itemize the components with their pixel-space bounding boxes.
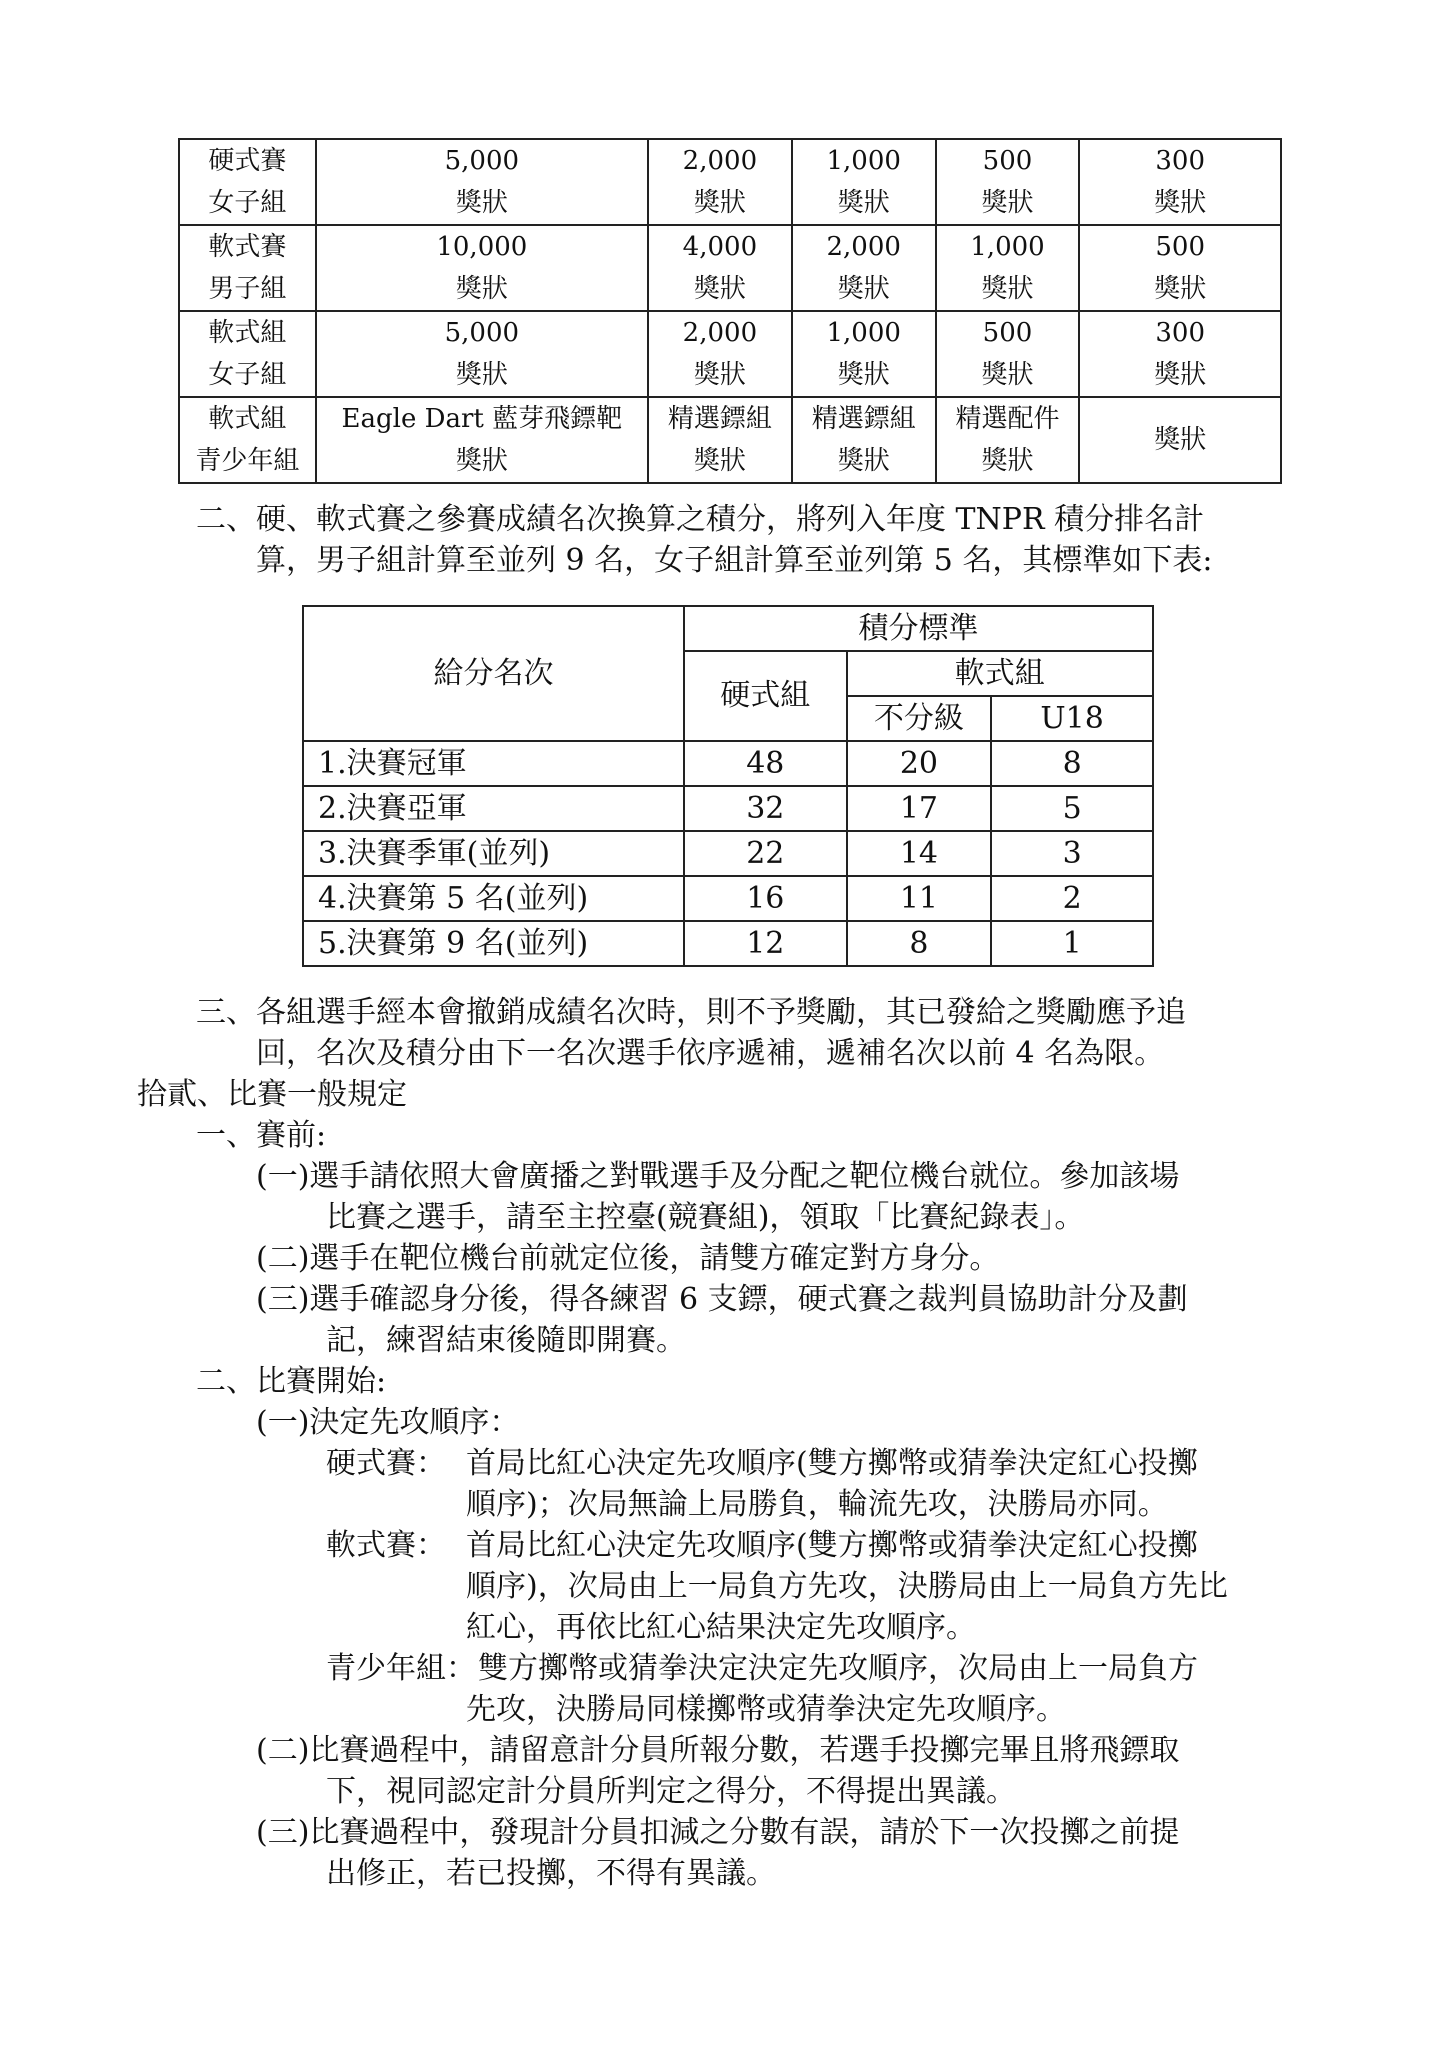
prize-cell [792,225,936,311]
points-row [303,741,1153,786]
prize-cell [1079,311,1281,397]
prize-cell-text: 獎狀 [837,274,890,304]
prize-group-cell [179,311,316,397]
prize-row [179,139,1281,225]
prize-cell-text: 精選配件 [955,404,1060,434]
points-u18-cell: 8 [991,741,1153,786]
points-u18-cell: 5 [991,786,1153,831]
prize-cell [936,225,1080,311]
prize-cell-text: 500 [982,318,1033,348]
points-table [302,605,1154,967]
prize-cell [648,225,792,311]
pre-match-item3-line2: 記，練習結束後隨即開賽。 [326,1323,686,1358]
prize-cell-text: 獎狀 [981,360,1034,390]
points-hard-cell: 48 [684,741,847,786]
prize-cell-text: 10,000 [436,232,528,262]
section2-line1: 二、硬、軟式賽之參賽成績名次換算之積分，將列入年度 TNPR 積分排名計 [196,502,1205,537]
points-row [303,831,1153,876]
section2-line2: 算，男子組計算至並列 9 名，女子組計算至並列第 5 名，其標準如下表: [256,543,1213,578]
prize-cell-text: 5,000 [444,146,520,176]
header-soft-open: 不分級 [847,696,992,741]
prize-cell [936,397,1080,483]
points-u18-cell: 3 [991,831,1153,876]
prize-group-cell [179,397,316,483]
prize-cell-text: 獎狀 [693,274,746,304]
header-soft-u18: U18 [991,696,1153,741]
prize-cell-text: 獎狀 [981,446,1034,476]
youth-line2: 先攻，決勝局同樣擲幣或猜拳決定先攻順序。 [466,1692,1066,1727]
points-row [303,921,1153,966]
soft-label: 軟式賽： [326,1528,446,1563]
prize-row [179,311,1281,397]
prize-group-cell [179,139,316,225]
prize-cell-text: 獎狀 [455,446,508,476]
hard-line1: 首局比紅心決定先攻順序(雙方擲幣或猜拳決定紅心投擲 [466,1446,1198,1481]
prize-cell-text: 1,000 [970,232,1045,262]
prize-cell-text: 獎狀 [837,188,890,218]
pre-match-item1-line2: 比賽之選手，請至主控臺(競賽組)，領取「比賽紀錄表」。 [326,1200,1085,1235]
chapter12-heading: 拾貳、比賽一般規定 [137,1077,407,1112]
prize-cell-text: 獎狀 [455,188,508,218]
prize-cell-text: 獎狀 [1154,360,1207,390]
youth-label: 青少年組： [326,1651,476,1686]
prize-cell-text: 獎狀 [837,446,890,476]
prize-group-label: 軟式賽 [208,232,287,262]
prize-cell-text: 5,000 [444,318,520,348]
pre-match-item2-line1: (二)選手在靶位機台前就定位後，請雙方確定對方身分。 [256,1241,1000,1276]
prize-cell [792,397,936,483]
prize-cell-text: 獎狀 [455,274,508,304]
prize-group-label: 軟式組 [208,404,287,434]
prize-cell [648,311,792,397]
points-soft-open-cell: 14 [847,831,992,876]
prize-cell-text: 300 [1155,318,1206,348]
prize-cell-text: 獎狀 [1154,188,1207,218]
points-rank-cell: 2.決賽亞軍 [303,786,684,831]
prize-cell-text: 2,000 [682,318,758,348]
prize-group-label: 男子組 [208,274,287,304]
prize-cell-text: 獎狀 [1154,274,1207,304]
points-row [303,876,1153,921]
match-start-item3-line1: (三)比賽過程中，發現計分員扣減之分數有誤，請於下一次投擲之前提 [256,1815,1180,1850]
points-u18-cell: 1 [991,921,1153,966]
points-rank-cell: 3.決賽季軍(並列) [303,831,684,876]
prize-row [179,397,1281,483]
hard-label: 硬式賽： [326,1446,446,1481]
header-soft: 軟式組 [847,651,1153,696]
points-soft-open-cell: 17 [847,786,992,831]
points-rank-cell: 1.決賽冠軍 [303,741,684,786]
prize-cell-text: 1,000 [826,146,901,176]
pre-match-item1-line1: (一)選手請依照大會廣播之對戰選手及分配之靶位機台就位。參加該場 [256,1159,1180,1194]
youth-line1: 雙方擲幣或猜拳決定決定先攻順序，次局由上一局負方 [478,1651,1198,1686]
soft-line1: 首局比紅心決定先攻順序(雙方擲幣或猜拳決定紅心投擲 [466,1528,1198,1563]
points-hard-cell: 16 [684,876,847,921]
points-row [303,786,1153,831]
points-u18-cell: 2 [991,876,1153,921]
prize-table [178,138,1282,484]
prize-cell [1079,397,1281,483]
prize-cell-text: Eagle Dart 藍芽飛鏢靶 [341,404,623,434]
prize-cell-text: 2,000 [826,232,901,262]
prize-cell-text: 獎狀 [981,188,1034,218]
prize-cell [1079,225,1281,311]
hard-line2: 順序)；次局無論上局勝負，輪流先攻，決勝局亦同。 [466,1487,1168,1522]
prize-cell-text: 獎狀 [837,360,890,390]
match-start-item1-heading: (一)決定先攻順序： [256,1405,520,1440]
section3-line1: 三、各組選手經本會撤銷成績名次時，則不予獎勵，其已發給之獎勵應予追 [196,995,1186,1030]
prize-cell-text: 500 [1155,232,1206,262]
prize-cell [316,397,648,483]
header-standard: 積分標準 [684,606,1153,651]
header-hard: 硬式組 [684,651,847,741]
prize-cell-text: 獎狀 [693,446,746,476]
prize-cell [936,311,1080,397]
prize-cell-text: 精選鏢組 [667,404,772,434]
points-soft-open-cell: 8 [847,921,992,966]
prize-group-label: 女子組 [208,188,287,218]
soft-line2: 順序)，次局由上一局負方先攻，決勝局由上一局負方先比 [466,1569,1228,1604]
pre-match-item3-line1: (三)選手確認身分後，得各練習 6 支鏢，硬式賽之裁判員協助計分及劃 [256,1282,1188,1317]
prize-row [179,225,1281,311]
prize-cell-text: 300 [1155,146,1206,176]
prize-cell-text: 精選鏢組 [811,404,916,434]
prize-cell-text: 2,000 [682,146,758,176]
prize-cell-text: 獎狀 [693,188,746,218]
points-hard-cell: 12 [684,921,847,966]
prize-cell [648,397,792,483]
prize-group-label: 青少年組 [195,446,300,476]
prize-cell-text: 獎狀 [981,274,1034,304]
prize-group-label: 女子組 [208,360,287,390]
prize-cell [792,311,936,397]
prize-group-label: 軟式組 [208,318,287,348]
points-hard-cell: 32 [684,786,847,831]
prize-cell [316,311,648,397]
prize-cell [316,225,648,311]
prize-cell-text: 獎狀 [693,360,746,390]
header-rank: 給分名次 [303,606,684,741]
prize-cell-text: 4,000 [682,232,758,262]
prize-cell-text: 500 [982,146,1033,176]
match-start-heading: 二、比賽開始: [196,1364,387,1399]
prize-group-cell [179,225,316,311]
pre-match-heading: 一、賽前: [196,1118,327,1153]
prize-cell [1079,139,1281,225]
prize-cell [792,139,936,225]
match-start-item2-line1: (二)比賽過程中，請留意計分員所報分數，若選手投擲完畢且將飛鏢取 [256,1733,1180,1768]
match-start-item3-line2: 出修正，若已投擲，不得有異議。 [326,1856,776,1891]
prize-cell-text: 獎狀 [455,360,508,390]
prize-cell-text: 獎狀 [1154,425,1207,455]
soft-line3: 紅心，再依比紅心結果決定先攻順序。 [466,1610,976,1645]
points-soft-open-cell: 20 [847,741,992,786]
points-rank-cell: 5.決賽第 9 名(並列) [303,921,684,966]
points-rank-cell: 4.決賽第 5 名(並列) [303,876,684,921]
prize-cell [648,139,792,225]
points-soft-open-cell: 11 [847,876,992,921]
section3-line2: 回，名次及積分由下一名次選手依序遞補，遞補名次以前 4 名為限。 [256,1036,1165,1071]
prize-cell [936,139,1080,225]
prize-group-label: 硬式賽 [208,146,287,176]
prize-cell-text: 1,000 [826,318,901,348]
points-hard-cell: 22 [684,831,847,876]
prize-cell [316,139,648,225]
match-start-item2-line2: 下，視同認定計分員所判定之得分，不得提出異議。 [326,1774,1016,1809]
